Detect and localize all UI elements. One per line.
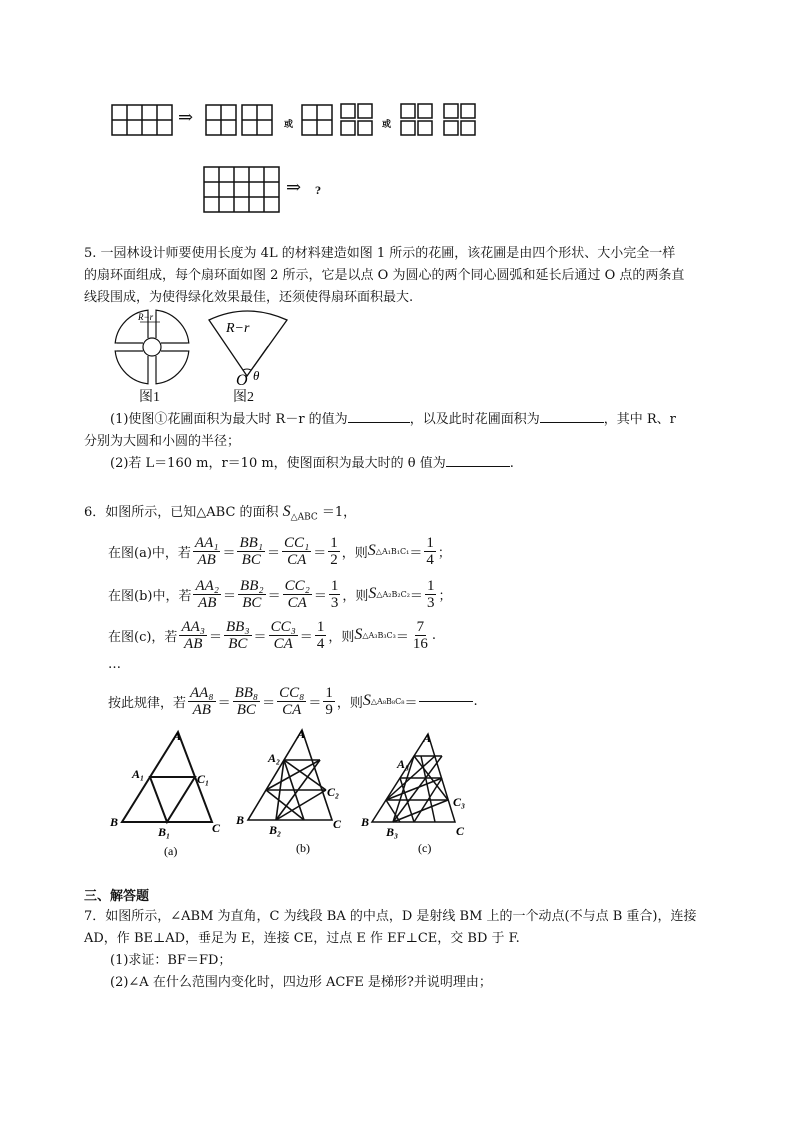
frac: $\frac{7}{16}$ (412, 618, 428, 652)
q5-blank-2[interactable] (540, 422, 604, 423)
q6-r4-pre: 按此规律，若 (108, 695, 187, 711)
frac: $\frac{\text{AA₈}}{AB}$ (190, 684, 214, 718)
grid-3x5 (204, 167, 279, 212)
q6-r2-pre: 在图(b)中，若 (108, 588, 192, 604)
frac: $\frac{\text{AA₃}}{AB}$ (181, 618, 205, 652)
q7-sub1: (1)求证：BF＝FD； (110, 953, 232, 968)
q7-text-1: 7．如图所示，∠ABM 为直角，C 为线段 BA 的中点，D 是射线 BM 上的一个动点(不与点 B 重合)，连接 (84, 909, 697, 924)
or-label-1: 或 (284, 120, 294, 130)
or-label-2: 或 (382, 120, 392, 130)
label-A1: A₁ (132, 767, 145, 781)
q6-intro (84, 501, 356, 529)
label-C2: C₂ (327, 785, 340, 799)
q6-r1-pre: 在图(a)中，若 (108, 545, 191, 561)
q6-intro-a: 6．如图所示，已知△ABC 的面积 (84, 505, 279, 520)
q5-sub2-a: (2)若 L＝160 m，r＝10 m，使图面积为最大时的 θ 值为 (110, 456, 446, 471)
fig1-r-label: R−r (138, 312, 154, 322)
arrow-1: ⇒ (178, 107, 194, 128)
label-B-c: B (361, 815, 370, 829)
label-A3: A₃ (397, 757, 410, 771)
frac: $\frac{\text{CC₈}}{CA}$ (279, 684, 305, 718)
q5-sub2 (110, 453, 514, 475)
grid-1x4 (112, 105, 172, 135)
q6-intro-b: ＝1， (321, 505, 357, 520)
q7-sub2: (2)∠A 在什么范围内变化时，四边形 ACFE 是梯形?并说明理由； (110, 975, 492, 990)
label-C-a: C (212, 821, 221, 835)
question-mark: ? (315, 186, 321, 197)
frac: $\frac{\text{BB₂}}{BC}$ (240, 577, 264, 611)
frac: $\frac{\text{CC₁}}{CA}$ (284, 534, 310, 568)
label-B2: B₂ (269, 823, 282, 837)
frac: $\frac{\text{BB₁}}{BC}$ (239, 534, 264, 568)
q6-row-c: 在图(c)，若 $\frac{\text{AA₃}}{AB}$ ＝ $\frac{\text{BB₃}}{BC}$ ＝ $\frac{\text{CC₃}}{CA}$ ＝ $\frac{1}{4}$ ，则 S △A₃B₃C₃ ＝ $\frac{7}{16}$ . (108, 618, 437, 652)
fig2-o-label: O (236, 372, 248, 388)
q6-ellipsis: … (108, 657, 121, 672)
q5-sub1-a: (1)使图①花圃面积为最大时 R－r 的值为 (110, 412, 348, 427)
frac: $\frac{1}{4}$ (426, 534, 434, 568)
label-B-b: B (236, 813, 245, 827)
label-A-b: A (297, 727, 306, 741)
fig2-theta-label: θ (253, 368, 260, 383)
label-A2: A₂ (268, 751, 281, 765)
q7-text-2: AD，作 BE⊥AD，垂足为 E，连接 CE，过点 E 作 EF⊥CE，交 BD 于 F. (84, 931, 520, 946)
caption-b: (b) (296, 841, 310, 855)
grid-figure (110, 100, 510, 220)
q5-sub1 (110, 409, 676, 431)
q5-blank-3[interactable] (446, 466, 510, 467)
q5-figure-2 (205, 306, 295, 406)
q5-blank-1[interactable] (348, 422, 410, 423)
frac: $\frac{\text{AA₂}}{AB}$ (195, 577, 220, 611)
frac: $\frac{\text{BB₈}}{BC}$ (234, 684, 259, 718)
label-C-b: C (333, 817, 342, 831)
triangle-b (248, 730, 332, 820)
label-A-c: A (423, 731, 432, 745)
q6-s-sub: △ABC (290, 512, 318, 523)
label-A-a: A (173, 729, 182, 743)
q6-answer-blank[interactable] (419, 701, 473, 702)
section-title: 三、解答题 (84, 889, 150, 904)
frac: $\frac{\text{BB₃}}{BC}$ (226, 618, 250, 652)
frac: $\frac{1}{9}$ (325, 684, 333, 718)
label-B3: B₃ (386, 825, 399, 839)
q5-text-1: 5. 一园林设计师要使用长度为 4L 的材料建造如图 1 所示的花圃，该花圃是由四个形状、大小完全一样 (84, 246, 676, 261)
label-C-c: C (456, 824, 465, 838)
fig1-caption: 图1 (139, 390, 160, 405)
q5-figure-1 (108, 304, 198, 404)
label-B-a: B (110, 815, 119, 829)
frac: $\frac{1}{3}$ (330, 577, 339, 611)
frac: $\frac{1}{2}$ (330, 534, 338, 568)
q5-sub2-b: . (509, 456, 514, 471)
grid-figure-svg (110, 100, 510, 220)
q5-sub1-cont: 分别为大圆和小圆的半径； (84, 434, 241, 449)
label-C3: C₃ (453, 795, 466, 809)
frac: $\frac{\text{CC₂}}{CA}$ (284, 577, 310, 611)
label-C1: C₁ (197, 772, 210, 786)
label-B1: B₁ (158, 825, 171, 839)
q6-row-b: 在图(b)中，若 $\frac{\text{AA₂}}{AB}$ ＝ $\frac{\text{BB₂}}{BC}$ ＝ $\frac{\text{CC₂}}{CA}$ ＝ $\frac{1}{3}$ ，则 S △A₂B₂C₂ ＝ $\frac{1}{3}$ ； (108, 577, 452, 611)
grid-all-singles (401, 104, 475, 135)
q5-text-2: 的扇环面组成，每个扇环面如图 2 所示，它是以点 O 为圆心的两个同心圆弧和延长后通过 O 点的两条直 (84, 268, 685, 283)
q5-sub1-c: ，其中 R、r (603, 412, 676, 427)
frac: $\frac{1}{4}$ (316, 618, 325, 652)
q5-sub1-b: ，以及此时花圃面积为 (409, 412, 540, 427)
grid-2x2-and-singles (302, 104, 372, 135)
q5-text-3: 线段围成，为使得绿化效果最佳，还须使得扇环面积最大. (84, 290, 414, 305)
q6-row-a: 在图(a)中，若 $\frac{\text{AA₁}}{AB}$ ＝ $\frac{\text{BB₁}}{BC}$ ＝ $\frac{\text{CC₁}}{CA}$ ＝ $\frac{1}{2}$ ，则 S △A₁B₁C₁ ＝ $\frac{1}{4}$ ； (108, 534, 451, 568)
frac: $\frac{\text{CC₃}}{CA}$ (270, 618, 296, 652)
triangle-c (372, 734, 455, 822)
fig2-caption: 图2 (233, 390, 254, 405)
flower-bed-svg (108, 304, 198, 386)
fig2-r-label: R−r (226, 321, 250, 336)
arrow-2: ⇒ (286, 177, 302, 198)
caption-c: (c) (418, 841, 432, 855)
frac: $\frac{1}{3}$ (426, 577, 435, 611)
frac: $\frac{\text{AA₁}}{AB}$ (194, 534, 219, 568)
q6-triangle-figures (100, 722, 480, 862)
q6-s-symbol: S (282, 503, 291, 520)
sector-svg (205, 306, 295, 388)
q6-r3-pre: 在图(c)，若 (108, 629, 178, 645)
grid-2x2-pair (206, 105, 272, 135)
triangles-svg (100, 722, 480, 862)
caption-a: (a) (164, 844, 178, 858)
q6-row-pattern: 按此规律，若 $\frac{\text{AA₈}}{AB}$ ＝ $\frac{\text{BB₈}}{BC}$ ＝ $\frac{\text{CC₈}}{CA}$ ＝ $\frac{1}{9}$ ，则 S △A₈B₈C₈ ＝ . (108, 684, 478, 718)
